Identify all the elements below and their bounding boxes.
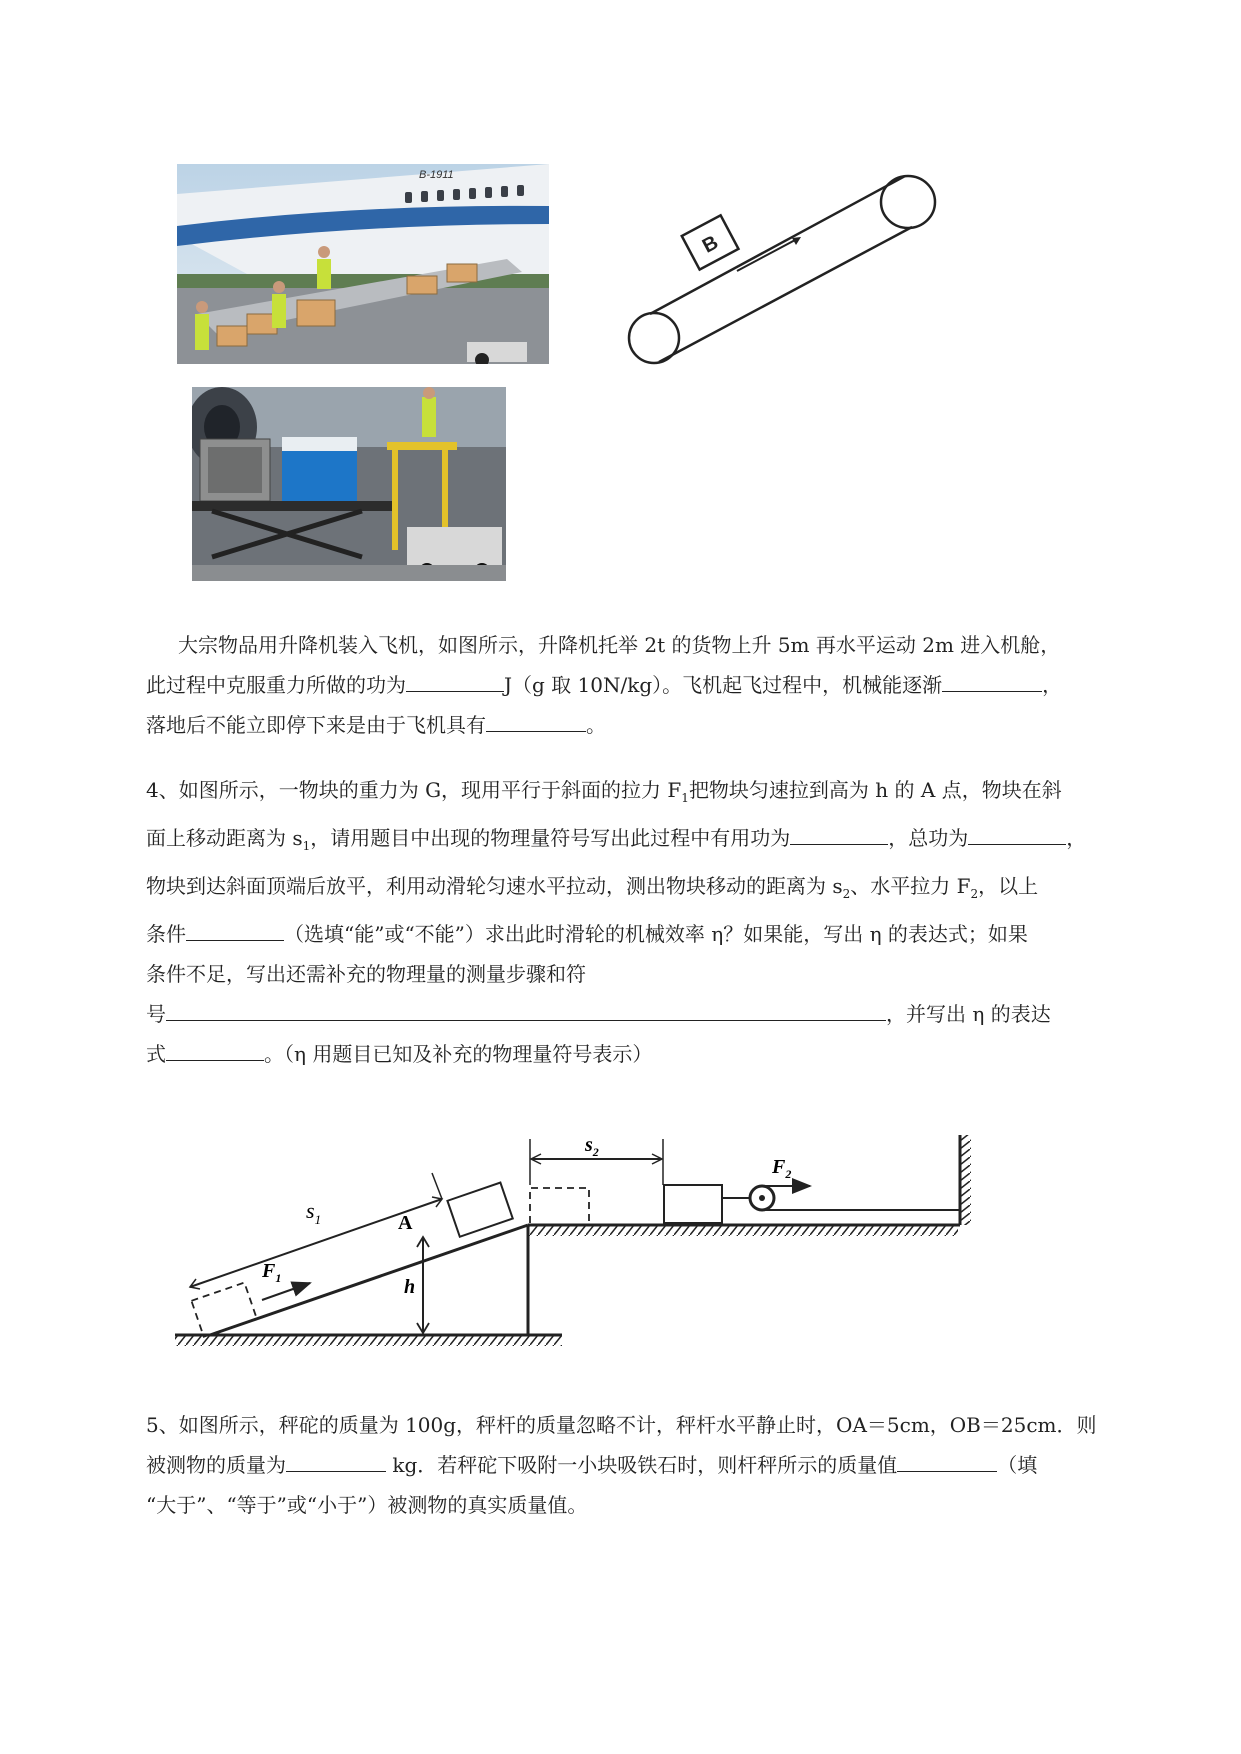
q4-text-segment: ，总功为 bbox=[888, 826, 969, 850]
q4-text-segment: 条件 bbox=[146, 922, 186, 946]
wall-hatch bbox=[961, 1135, 971, 1225]
q4-blank-total-work[interactable] bbox=[968, 820, 1066, 845]
s2-subscript: 2 bbox=[592, 1145, 599, 1159]
q4-text-segment: ，以上 bbox=[978, 874, 1039, 898]
q3-text-segment: 此过程中克服重力所做的功为 bbox=[146, 673, 406, 697]
q3-blank-work[interactable] bbox=[406, 667, 504, 692]
q5-text-segment: kg．若秤砣下吸附一小块吸铁石时，则杆秤所示的质量值 bbox=[386, 1453, 898, 1477]
q4-text-segment: ，并写出 η 的表达 bbox=[886, 1002, 1051, 1026]
q4-text-segment: 、水平拉力 F bbox=[850, 874, 971, 898]
f1-symbol: F bbox=[262, 1260, 276, 1282]
scissor-lift-illustration bbox=[192, 387, 506, 581]
dashed-block-table bbox=[530, 1188, 589, 1223]
q5-blank-comparison[interactable] bbox=[897, 1447, 997, 1472]
q5-text-segment: “大于”、“等于”或“小于”）被测物的真实质量值。 bbox=[146, 1493, 588, 1517]
conveyor-belt-diagram bbox=[615, 170, 945, 370]
incline-pulley-diagram bbox=[170, 1125, 990, 1355]
question-4-text bbox=[146, 770, 1146, 1074]
box-b bbox=[682, 215, 739, 269]
q3-text-segment: J（g 取 10N/kg）。飞机起飞过程中，机械能逐渐 bbox=[504, 673, 943, 697]
question-3-text bbox=[146, 625, 1146, 745]
q3-text-segment: ， bbox=[1042, 673, 1063, 697]
velocity-arrow bbox=[737, 237, 801, 271]
q4-blank-measurement-steps[interactable] bbox=[166, 996, 886, 1021]
f2-symbol: F bbox=[772, 1156, 786, 1178]
scissor-lift-photo bbox=[192, 387, 506, 581]
q5-text-segment: （填 bbox=[997, 1453, 1038, 1477]
q4-text-segment: 4、如图所示，一物块的重力为 G，现用平行于斜面的拉力 F bbox=[146, 778, 682, 802]
q4-blank-useful-work[interactable] bbox=[790, 820, 888, 845]
question-5-text bbox=[146, 1405, 1146, 1525]
f2-label bbox=[771, 1156, 791, 1181]
q4-text-segment: ，请用题目中出现的物理量符号写出此过程中有用功为 bbox=[310, 826, 791, 850]
q3-blank-property[interactable] bbox=[486, 707, 586, 732]
f1-subscript: 1 bbox=[275, 1271, 282, 1285]
q4-subscript: 2 bbox=[970, 887, 979, 901]
airplane-loading-illustration bbox=[177, 164, 549, 364]
f1-arrow bbox=[262, 1283, 310, 1300]
s1-subscript: 1 bbox=[314, 1212, 322, 1227]
q4-text-segment: 把物块匀速拉到高为 h 的 A 点，物块在斜 bbox=[688, 778, 1062, 802]
f1-label bbox=[261, 1260, 281, 1285]
s1-label bbox=[306, 1198, 321, 1227]
q4-text-segment: 面上移动距离为 s bbox=[146, 826, 303, 850]
s1-symbol: s bbox=[306, 1198, 315, 1223]
plane-registration: B-1911 bbox=[419, 169, 454, 181]
q4-blank-efficiency-expression[interactable] bbox=[166, 1036, 264, 1061]
q4-text-segment: （选填“能”或“不能”）求出此时滑轮的机械效率 η？如果能，写出 η 的表达式；如果 bbox=[284, 922, 1028, 946]
q4-text-segment: ， bbox=[1066, 826, 1087, 850]
q3-text-segment: 。 bbox=[586, 713, 606, 737]
q3-text-segment: 落地后不能立即停下来是由于飞机具有 bbox=[146, 713, 486, 737]
q4-subscript: 1 bbox=[302, 839, 311, 853]
q4-text-segment: 物块到达斜面顶端后放平，利用动滑轮匀速水平拉动，测出物块移动的距离为 s bbox=[146, 874, 843, 898]
q4-subscript: 1 bbox=[681, 791, 689, 805]
q5-text-segment: 5、如图所示，秤砣的质量为 100g，秤杆的质量忽略不计，秤杆水平静止时，OA＝5cm，OB＝25cm．则 bbox=[146, 1413, 1097, 1437]
q4-subscript: 2 bbox=[842, 887, 851, 901]
box-b-label: B bbox=[698, 231, 722, 258]
q4-text-segment: 条件不足，写出还需补充的物理量的测量步骤和符 bbox=[146, 962, 586, 986]
q4-text-segment: 。（η 用题目已知及补充的物理量符号表示） bbox=[264, 1042, 653, 1066]
s2-label bbox=[584, 1134, 599, 1159]
block-on-table bbox=[664, 1185, 722, 1223]
airplane-loading-photo bbox=[177, 164, 549, 364]
block-at-a bbox=[447, 1183, 512, 1237]
q3-line-1: 大宗物品用升降机装入飞机，如图所示，升降机托举 2t 的货物上升 5m 再水平运动 2m 进入机舱， bbox=[178, 633, 1061, 657]
q5-blank-mass[interactable] bbox=[286, 1447, 386, 1472]
f2-subscript: 2 bbox=[785, 1167, 792, 1181]
q5-text-segment: 被测物的质量为 bbox=[146, 1453, 286, 1477]
q4-text-segment: 式 bbox=[146, 1042, 166, 1066]
incline-surface bbox=[210, 1225, 528, 1335]
q3-blank-mechanical-energy[interactable] bbox=[942, 667, 1042, 692]
point-a-label: A bbox=[398, 1212, 413, 1234]
q4-text-segment: 号 bbox=[146, 1002, 166, 1026]
h-label: h bbox=[404, 1276, 416, 1298]
s2-symbol: s bbox=[585, 1134, 593, 1156]
q4-blank-can-or-cannot[interactable] bbox=[186, 916, 284, 941]
ground-hatch bbox=[175, 1336, 562, 1346]
table-hatch bbox=[528, 1226, 958, 1236]
